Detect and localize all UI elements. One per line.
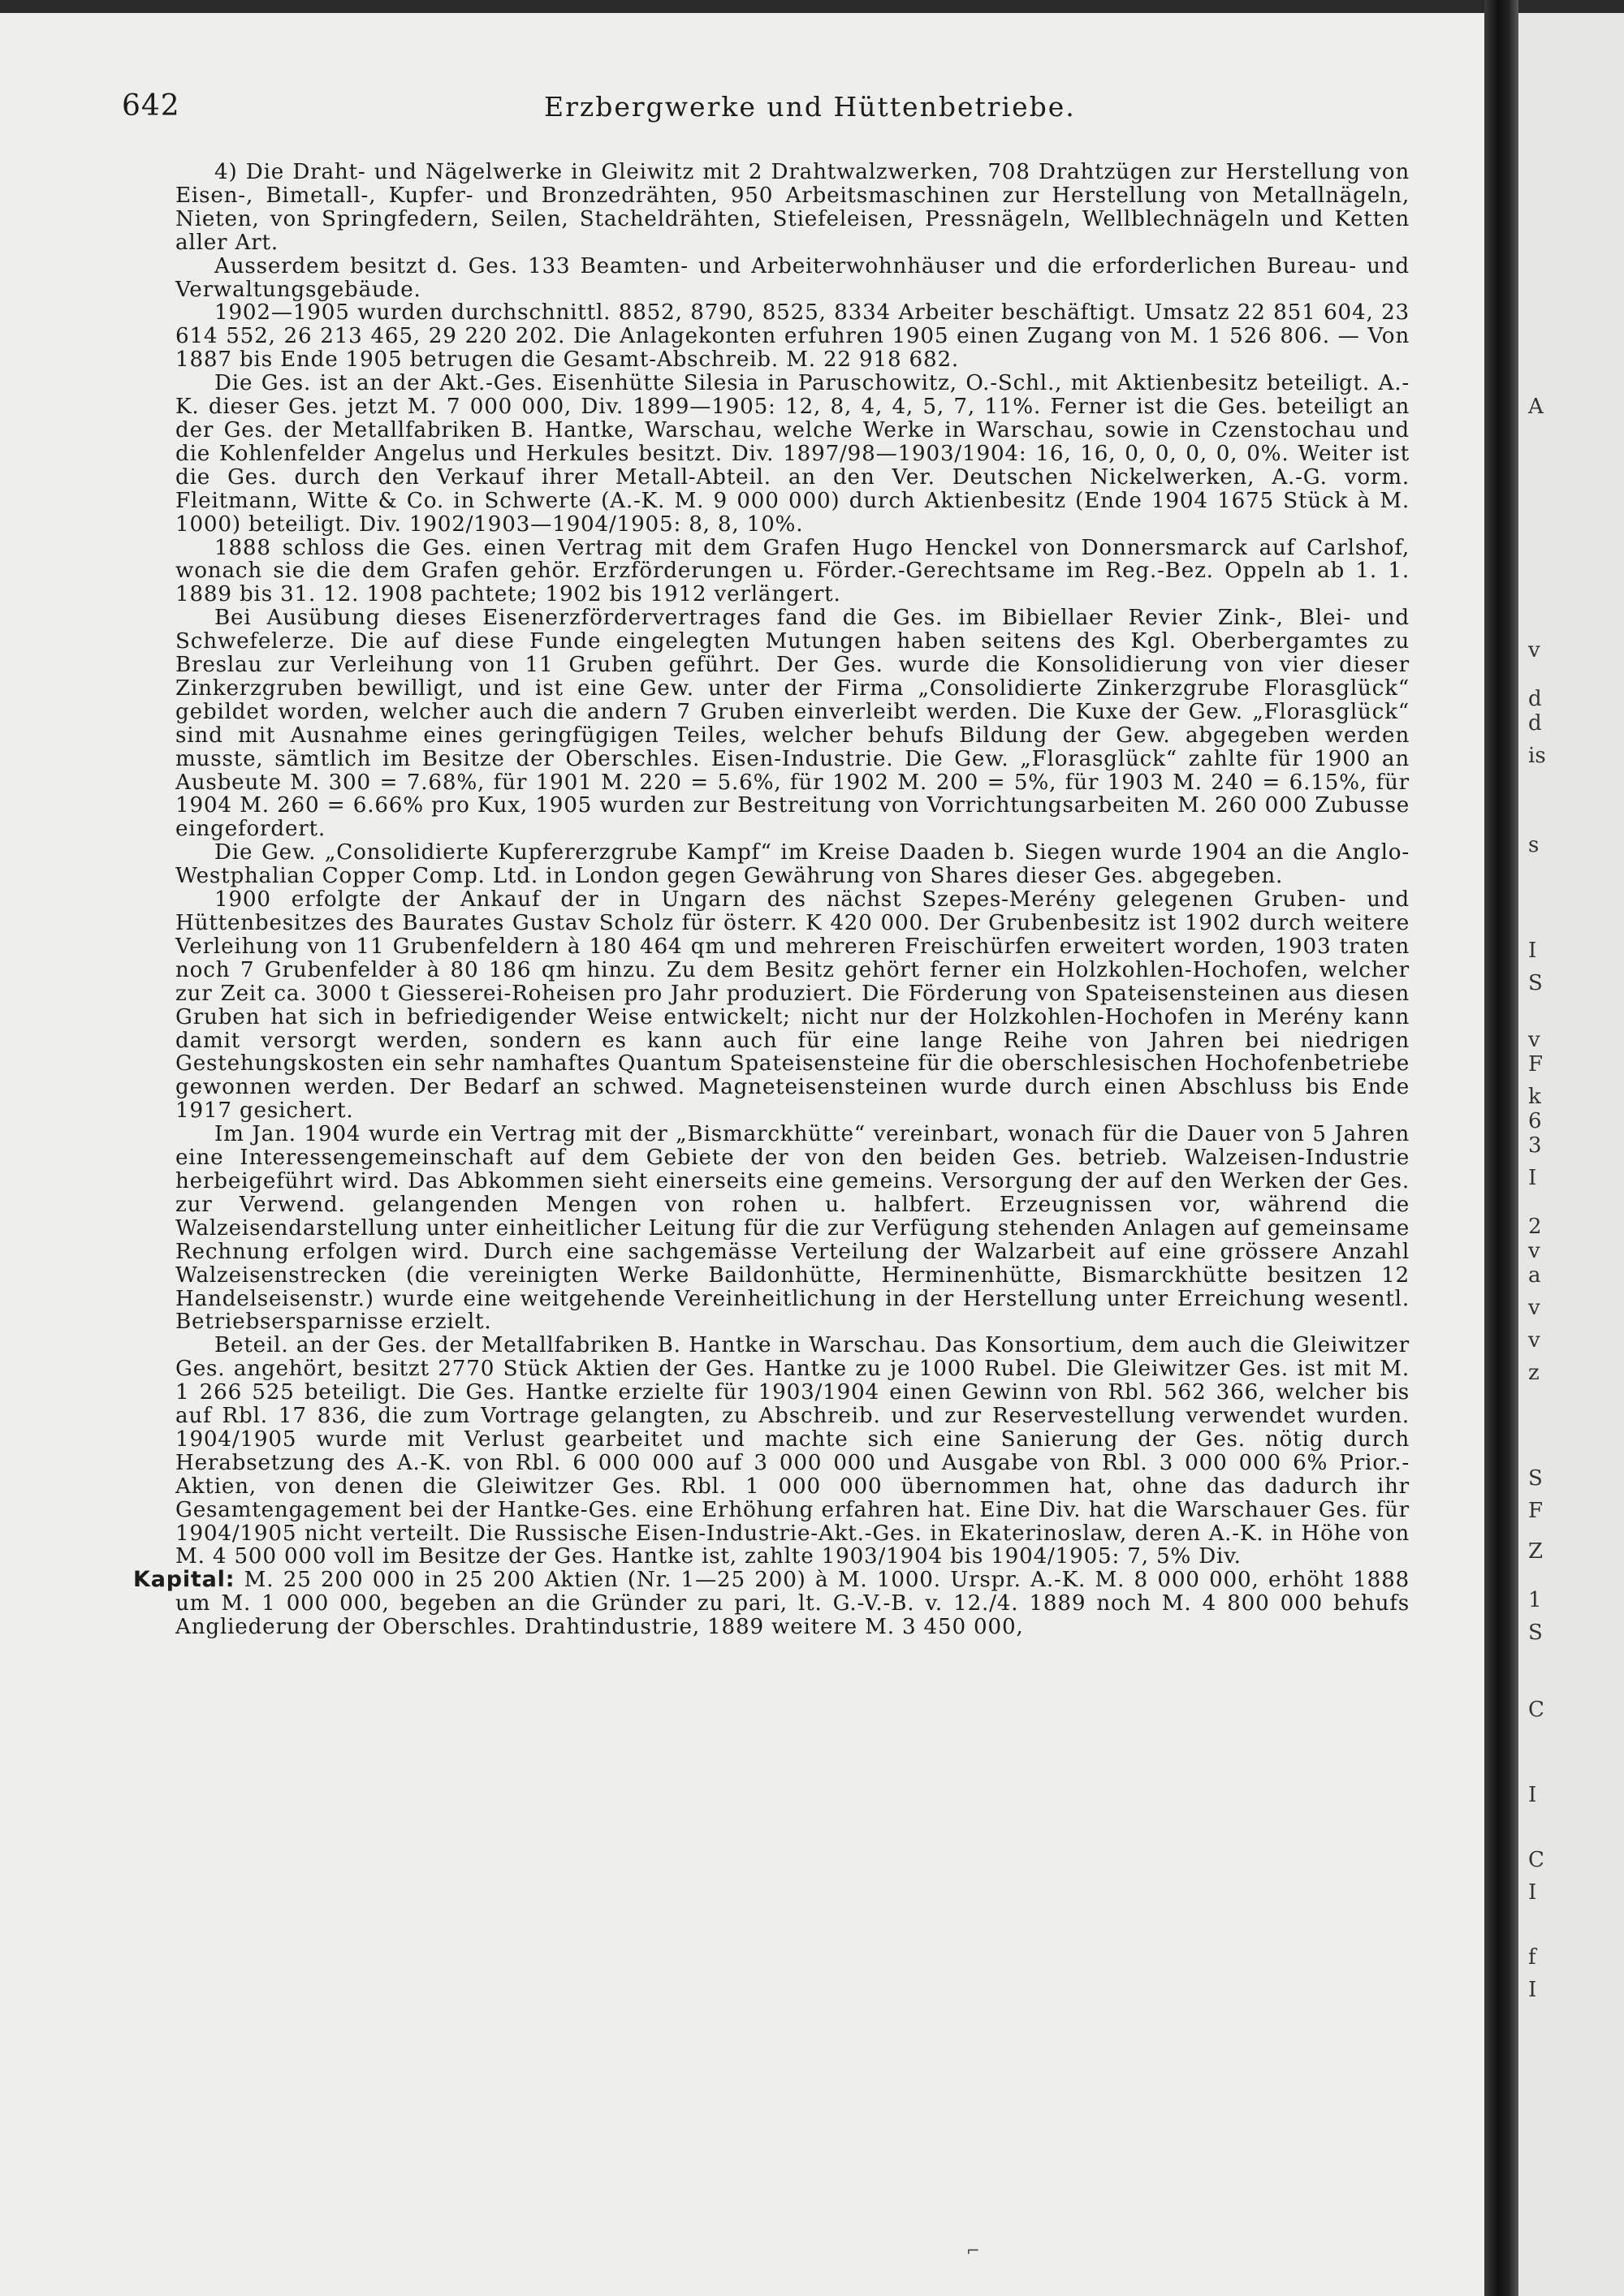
margin-fragment: F bbox=[1528, 1499, 1544, 1523]
paragraph: Die Ges. ist an der Akt.-Ges. Eisenhütte Silesia in Paruschowitz, O.-Schl., mit Aktienbesitz beteiligt. A.-K. dieser Ges. jetzt M. 7 000 000, Div. 1899—1905: 12, 8, 4, 4, 5, 7, 11%. Ferner ist die Ges. beteiligt an der Ges. der Metallfabriken B. Hantke, Warschau, welche Werke in Warschau, sowie in Czenstochau und die Kohlenfelder Angelus und Herkules besitzt. Div. 1897/98—1903/1904: 16, 16, 0, 0, 0, 0, 0%. Weiter ist die Ges. durch den Verkauf ihrer Metall-Abteil. an den Ver. Deutschen Nickelwerken, A.-G. vorm. Fleitmann, Witte & Co. in Schwerte (A.-K. M. 9 000 000) durch Aktienbesitz (Ende 1904 1675 Stück à M. 1000) beteiligt. Div. 1902/1903—1904/1905: 8, 8, 10%. bbox=[175, 371, 1410, 537]
margin-fragment: I bbox=[1528, 1166, 1537, 1190]
margin-fragment: I bbox=[1528, 939, 1537, 963]
kapital-label: Kapital: bbox=[133, 1567, 235, 1593]
margin-fragment: A bbox=[1528, 395, 1544, 419]
margin-fragment: v bbox=[1528, 1028, 1540, 1052]
margin-fragment: S bbox=[1528, 1621, 1543, 1645]
margin-fragment: s bbox=[1528, 833, 1540, 857]
margin-fragment: Z bbox=[1528, 1539, 1544, 1564]
paragraph: 1888 schloss die Ges. einen Vertrag mit dem Grafen Hugo Henckel von Donnersmarck auf Carlshof, wonach sie die dem Grafen gehör. Erzförderungen u. Förder.-Gerechtsame im Reg.-Bez. Oppeln ab 1. 1. 1889 bis 31. 12. 1908 pachtete; 1902 bis 1912 verlängert. bbox=[175, 535, 1410, 607]
margin-fragment: I bbox=[1528, 1978, 1537, 2002]
kapital-paragraph bbox=[133, 1567, 1410, 1640]
page-header bbox=[122, 89, 1413, 130]
paragraph: 1902—1905 wurden durchschnittl. 8852, 8790, 8525, 8334 Arbeiter beschäftigt. Umsatz 22 851 604, 23 614 552, 26 213 465, 29 220 202. Die Anlagekonten erfuhren 1905 einen Zugang von M. 1 526 806. — Von 1887 bis Ende 1905 betrugen die Gesamt-Abschreib. M. 22 918 682. bbox=[175, 300, 1410, 373]
margin-fragment: d bbox=[1528, 711, 1542, 736]
margin-fragment: a bbox=[1528, 1263, 1541, 1288]
margin-fragment: 2 bbox=[1528, 1215, 1542, 1239]
margin-fragment: I bbox=[1528, 1783, 1537, 1807]
margin-fragment: is bbox=[1528, 744, 1546, 768]
margin-fragment: v bbox=[1528, 1296, 1540, 1320]
margin-fragment: f bbox=[1528, 1945, 1536, 1970]
margin-fragment: d bbox=[1528, 687, 1542, 711]
margin-fragment: F bbox=[1528, 1052, 1544, 1077]
margin-fragment: 3 bbox=[1528, 1133, 1542, 1158]
running-title: Erzbergwerke und Hüttenbetriebe. bbox=[544, 91, 1076, 123]
margin-fragment: 1 bbox=[1528, 1588, 1542, 1612]
page-body bbox=[133, 160, 1410, 1640]
margin-fragment: 6 bbox=[1528, 1109, 1542, 1133]
margin-fragment: v bbox=[1528, 1328, 1540, 1353]
margin-fragment: k bbox=[1528, 1085, 1541, 1109]
paragraph: Im Jan. 1904 wurde ein Vertrag mit der „Bismarckhütte“ vereinbart, wonach für die Dauer von 5 Jahren eine Interessengemeinschaft auf dem Gebiete der von den beiden Ges. betrieb. Walzeisen-Industrie herbeigeführt wird. Das Abkommen sieht einerseits eine gemeins. Versorgung der auf den Werken der Ges. zur Verwend. gelangenden Mengen von rohen u. halbfert. Erzeugnissen vor, während die Walzeisendarstellung unter einheitlicher Leitung für die zur Verfügung stehenden Anlagen auf gemeinsame Rechnung erfolgen wird. Durch eine sachgemässe Verteilung der Walzarbeit auf eine grössere Anzahl Walzeisenstrecken (die vereinigten Werke Baildonhütte, Herminenhütte, Bismarckhütte besitzen 12 Handelseisenstr.) wurde eine weitgehende Vereinheitlichung in der Herstellung unter Erreichung wesentl. Betriebsersparnisse erzielt. bbox=[175, 1122, 1410, 1335]
kapital-text: M. 25 200 000 in 25 200 Aktien (Nr. 1—25 200) à M. 1000. Urspr. A.-K. M. 8 000 000, erhöht 1888 um M. 1 000 000, begeben an die Gründer zu pari, lt. G.-V.-B. v. 12./4. 1889 noch M. 4 800 000 behufs Angliederung der Oberschles. Drahtindustrie, 1889 weitere M. 3 450 000, bbox=[175, 1568, 1410, 1640]
adjacent-page-edge bbox=[1518, 13, 1624, 2296]
page-number: 642 bbox=[122, 89, 180, 123]
paragraph: Ausserdem besitzt d. Ges. 133 Beamten- und Arbeiterwohnhäuser und die erforderlichen Bureau- und Verwaltungsgebäude. bbox=[175, 253, 1410, 302]
margin-fragment: z bbox=[1528, 1361, 1540, 1385]
paragraph: 4) Die Draht- und Nägelwerke in Gleiwitz mit 2 Drahtwalzwerken, 708 Drahtzügen zur Herstellung von Eisen-, Bimetall-, Kupfer- und Bronzedrähten, 950 Arbeitsmaschinen zur Herstellung von Metallnägeln, Nieten, von Springfedern, Seilen, Stacheldrähten, Stiefeleisen, Pressnägeln, Wellblechnägeln und Ketten aller Art. bbox=[175, 160, 1410, 255]
margin-fragment: C bbox=[1528, 1848, 1544, 1872]
paragraph: Beteil. an der Ges. der Metallfabriken B. Hantke in Warschau. Das Konsortium, dem auch die Gleiwitzer Ges. angehört, besitzt 2770 Stück Aktien der Ges. Hantke zu je 1000 Rubel. Die Gleiwitzer Ges. ist mit M. 1 266 525 beteiligt. Die Ges. Hantke erzielte für 1903/1904 einen Gewinn von Rbl. 562 366, welcher bis auf Rbl. 17 836, die zum Vortrage gelangten, zu Abschreib. und zur Reservestellung verwendet wurden. 1904/1905 wurde mit Verlust gearbeitet und machte sich eine Sanierung der Ges. nötig durch Herabsetzung des A.-K. von Rbl. 6 000 000 auf 3 000 000 und Ausgabe von Rbl. 3 000 000 6% Prior.-Aktien, von denen die Gleiwitzer Ges. Rbl. 1 000 000 übernommen hat, ohne das dadurch ihr Gesamtengagement bei der Hantke-Ges. eine Erhöhung erfahren hat. Eine Div. hat die Warschauer Ges. für 1904/1905 nicht verteilt. Die Russische Eisen-Industrie-Akt.-Ges. in Ekaterinoslaw, deren A.-K. in Höhe von M. 4 500 000 voll im Besitze der Ges. Hantke ist, zahlte 1903/1904 bis 1904/1905: 7, 5% Div. bbox=[175, 1333, 1410, 1569]
margin-fragment: I bbox=[1528, 1880, 1537, 1905]
margin-fragment: v bbox=[1528, 1239, 1540, 1263]
margin-fragment: S bbox=[1528, 1466, 1543, 1491]
margin-fragment: v bbox=[1528, 638, 1540, 662]
book-gutter bbox=[1484, 0, 1518, 2296]
paragraph: 1900 erfolgte der Ankauf der in Ungarn des nächst Szepes-Merény gelegenen Gruben- und Hüttenbesitzes des Baurates Gustav Scholz für österr. K 420 000. Der Grubenbesitz ist 1902 durch weitere Verleihung von 11 Grubenfeldern à 180 464 qm und mehreren Freischürfen erweitert worden, 1903 traten noch 7 Grubenfelder à 80 186 qm hinzu. Zu dem Besitz gehört ferner ein Holzkohlen-Hochofen, welcher zur Zeit ca. 3000 t Giesserei-Roheisen pro Jahr produziert. Die Förderung von Spateisensteinen aus diesen Gruben hat sich in befriedigender Weise entwickelt; nicht nur der Holzkohlen-Hochofen in Merény kann damit versorgt werden, sondern es kann auch für eine lange Reihe von Jahren bei niedrigen Gestehungskosten ein sehr namhaftes Quantum Spateisensteine für die oberschlesischen Hochofenbetriebe gewonnen werden. Der Bedarf an schwed. Magneteisensteinen wurde durch einen Abschluss bis Ende 1917 gesichert. bbox=[175, 887, 1410, 1124]
margin-fragment: C bbox=[1528, 1698, 1544, 1722]
paragraph: Bei Ausübung dieses Eisenerzfördervertrages fand die Ges. im Bibiellaer Revier Zink-, Blei- und Schwefelerze. Die auf diese Funde eingelegten Mutungen haben seitens des Kgl. Oberbergamtes zu Breslau zur Verleihung von 11 Gruben geführt. Der Ges. wurde die Konsolidierung von vier dieser Zinkerzgruben bewilligt, und ist eine Gew. unter der Firma „Consolidierte Zinkerzgrube Florasglück“ gebildet worden, welcher auch die andern 7 Gruben einverleibt werden. Die Kuxe der Gew. „Florasglück“ sind mit Ausnahme eines geringfügigen Teiles, welcher behufs Bildung der Gew. abgegeben werden musste, sämtlich im Besitze der Oberschles. Eisen-Industrie. Die Gew. „Florasglück“ zahlte für 1900 an Ausbeute M. 300 = 7.68%, für 1901 M. 220 = 5.6%, für 1902 M. 200 = 5%, für 1903 M. 240 = 6.15%, für 1904 M. 260 = 6.66% pro Kux, 1905 wurden zur Bestreitung von Vorrichtungsarbeiten M. 260 000 Zubusse eingefordert. bbox=[175, 606, 1410, 842]
ink-mark: ⌐ bbox=[966, 2241, 980, 2260]
paragraph: Die Gew. „Consolidierte Kupfererzgrube Kampf“ im Kreise Daaden b. Siegen wurde 1904 an die Anglo-Westphalian Copper Comp. Ltd. in London gegen Gewährung von Shares dieser Ges. abgegeben. bbox=[175, 840, 1410, 889]
margin-fragment: S bbox=[1528, 971, 1543, 995]
scan-top-edge bbox=[0, 0, 1624, 13]
